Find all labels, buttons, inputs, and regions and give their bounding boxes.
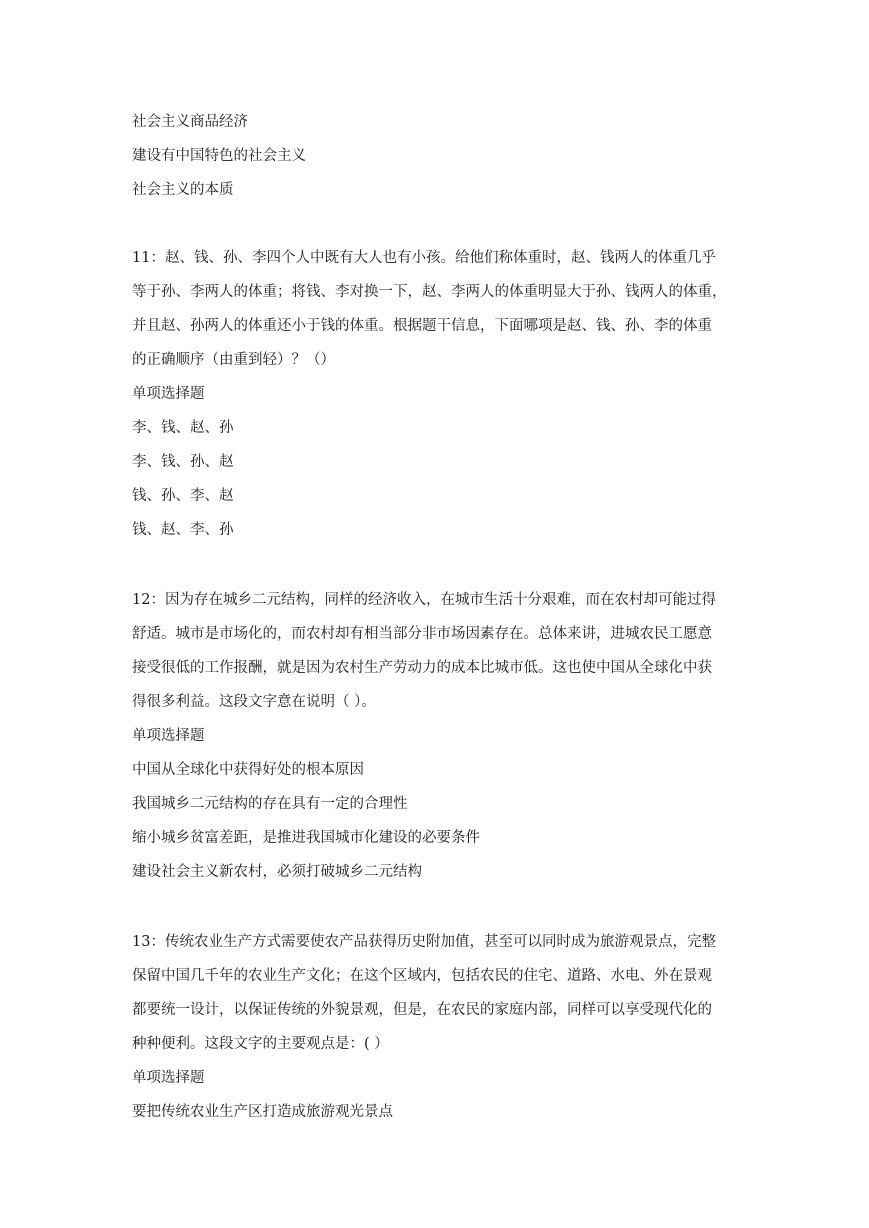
q11-stem-line-2: 等于孙、李两人的体重；将钱、李对换一下，赵、李两人的体重明显大于孙、钱两人的体重， (132, 284, 727, 300)
q11-option-4: 钱、赵、李、孙 (132, 522, 234, 538)
q11-stem-line-4: 的正确顺序（由重到轻）？（） (132, 352, 335, 368)
prev-option-2: 建设有中国特色的社会主义 (132, 148, 306, 164)
q11-stem-line-1: 11：赵、钱、孙、李四个人中既有大人也有小孩。给他们称体重时，赵、钱两人的体重几乎 (132, 250, 716, 266)
q13-stem-line-4: 种种便利。这段文字的主要观点是：( ） (132, 1036, 389, 1052)
q12-option-3: 缩小城乡贫富差距，是推进我国城市化建设的必要条件 (132, 830, 480, 846)
q13-question-type: 单项选择题 (132, 1070, 205, 1086)
q12-stem-line-4: 得很多利益。这段文字意在说明（ ）。 (132, 694, 376, 710)
q13-option-1: 要把传统农业生产区打造成旅游观光景点 (132, 1104, 393, 1120)
prev-option-1: 社会主义商品经济 (132, 114, 248, 130)
q12-option-4: 建设社会主义新农村，必须打破城乡二元结构 (132, 864, 422, 880)
q12-stem-line-1: 12：因为存在城乡二元结构，同样的经济收入，在城市生活十分艰难，而在农村却可能过得 (132, 592, 716, 608)
q12-question-type: 单项选择题 (132, 728, 205, 744)
q12-option-2: 我国城乡二元结构的存在具有一定的合理性 (132, 796, 408, 812)
q11-stem-line-3: 并且赵、孙两人的体重还小于钱的体重。根据题干信息，下面哪项是赵、钱、孙、李的体重 (132, 318, 712, 334)
q12-stem-line-3: 接受很低的工作报酬，就是因为农村生产劳动力的成本比城市低。这也使中国从全球化中获 (132, 660, 712, 676)
q11-option-1: 李、钱、赵、孙 (132, 420, 234, 436)
q13-stem-line-2: 保留中国几千年的农业生产文化；在这个区域内，包括农民的住宅、道路、水电、外在景观 (132, 968, 712, 984)
q11-option-3: 钱、孙、李、赵 (132, 488, 234, 504)
q12-stem-line-2: 舒适。城市是市场化的，而农村却有相当部分非市场因素存在。总体来讲，进城农民工愿意 (132, 626, 712, 642)
q12-option-1: 中国从全球化中获得好处的根本原因 (132, 762, 364, 778)
q11-question-type: 单项选择题 (132, 386, 205, 402)
q11-option-2: 李、钱、孙、赵 (132, 454, 234, 470)
prev-option-3: 社会主义的本质 (132, 182, 234, 198)
q13-stem-line-1: 13：传统农业生产方式需要使农产品获得历史附加值，甚至可以同时成为旅游观景点，完整 (132, 934, 716, 950)
q13-stem-line-3: 都要统一设计，以保证传统的外貌景观，但是，在农民的家庭内部，同样可以享受现代化的 (132, 1002, 712, 1018)
